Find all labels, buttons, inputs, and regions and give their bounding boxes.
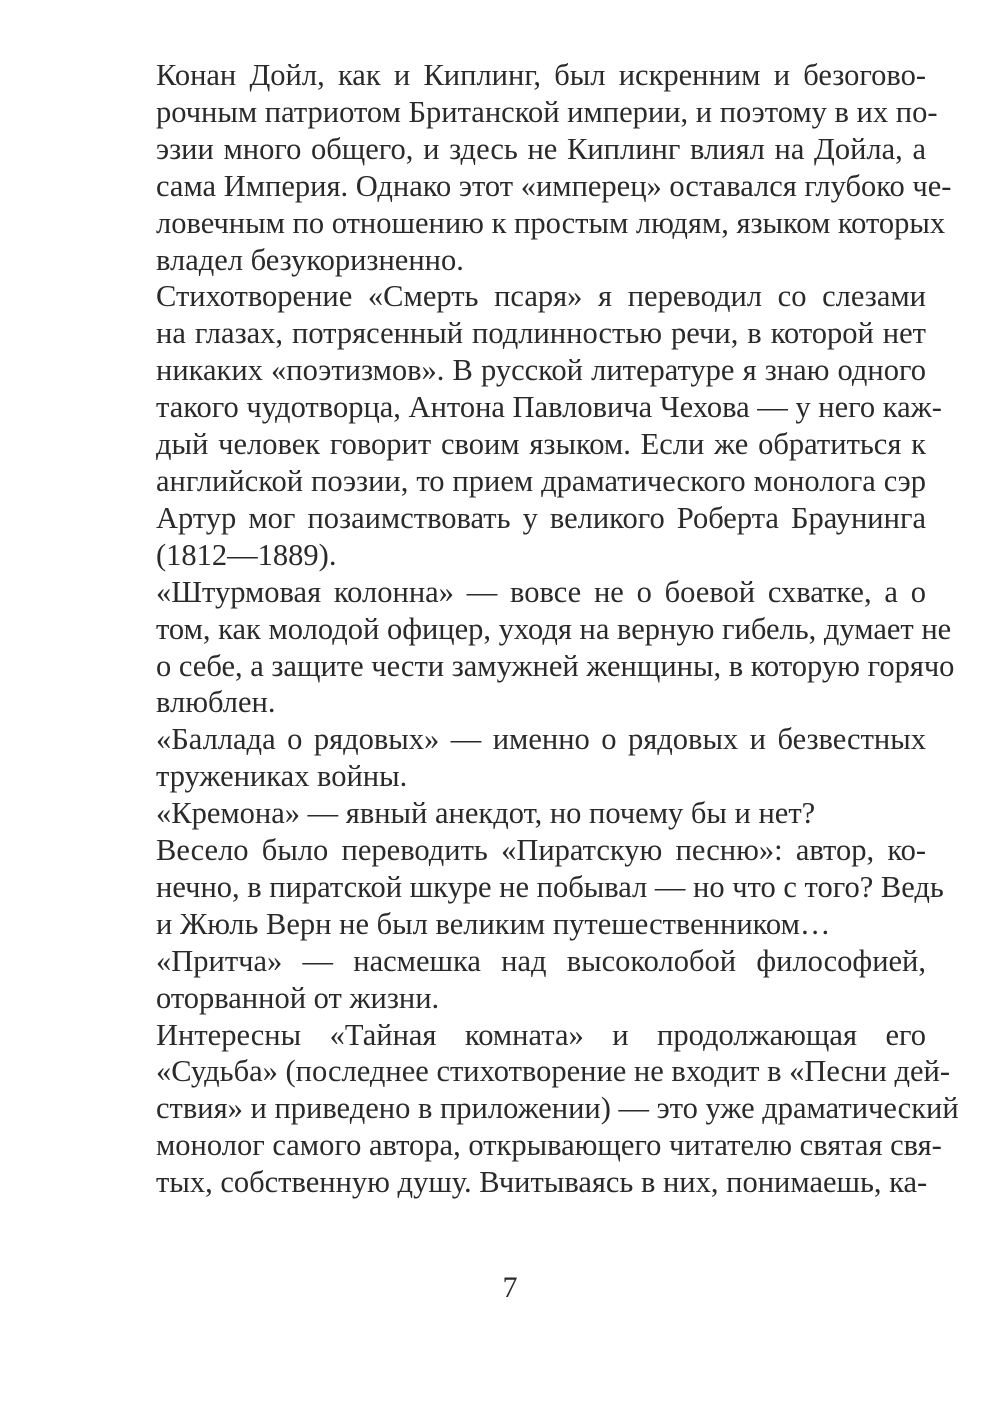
text-line: ствия» и приведено в приложении) — это уже драматический (156, 1091, 959, 1126)
paragraph-5 (116, 795, 926, 832)
paragraph-1 (116, 57, 952, 278)
text-line: владел безукоризненно. (156, 242, 464, 277)
paragraph-7 (116, 943, 926, 1017)
paragraph-4 (116, 721, 926, 795)
text-line: Артур мог позаимствовать у великого Роберта Браунинга (156, 500, 926, 535)
text-line: «Притча» — насмешка над высоколобой философией, (156, 943, 926, 978)
text-line: «Баллада о рядовых» — именно о рядовых и безвестных (156, 722, 926, 757)
paragraph-6 (116, 832, 944, 943)
text-line: английской поэзии, то прием драматического монолога сэр (156, 463, 926, 498)
body-text (116, 57, 959, 1201)
paragraph-3 (116, 574, 955, 722)
paragraph-2 (116, 278, 942, 573)
text-line: дый человек говорит своим языком. Если же обратиться к (156, 427, 926, 462)
text-line: «Судьба» (последнее стихотворение не входит в «Песни дей- (156, 1054, 951, 1089)
text-line: о себе, а защите чести замужней женщины, в которую горячо (156, 648, 955, 683)
text-line: Стихотворение «Смерть псаря» я переводил со слезами (156, 279, 926, 314)
text-line: и Жюль Верн не был великим путешественником… (156, 906, 831, 941)
text-line: ловечным по отношению к простым людям, языком которых (156, 205, 946, 240)
text-line: «Кремона» — явный анекдот, но почему бы и нет? (156, 796, 816, 831)
text-line: нечно, в пиратской шкуре не побывал — но что с того? Ведь (156, 869, 944, 904)
text-line: тружениках войны. (156, 759, 408, 794)
text-line: том, как молодой офицер, уходя на верную гибель, думает не (156, 611, 952, 646)
text-line: рочным патриотом Британской империи, и поэтому в их по- (156, 94, 938, 129)
text-line: никаких «поэтизмов». В русской литературе я знаю одного (156, 353, 926, 388)
text-line: тых, собственную душу. Вчитываясь в них, понимаешь, ка- (156, 1165, 928, 1200)
text-line: сама Империя. Однако этот «имперец» оставался глубоко че- (156, 168, 952, 203)
text-line: Интересны «Тайная комната» и продолжающая его (156, 1017, 926, 1052)
text-line: на глазах, потрясенный подлинностью речи, в которой нет (156, 316, 926, 351)
text-line: оторванной от жизни. (156, 980, 440, 1015)
text-line: (1812—1889). (156, 537, 337, 572)
text-line: влюблен. (156, 685, 276, 720)
paragraph-8 (116, 1017, 959, 1202)
page-number: 7 (502, 1271, 518, 1304)
text-line: монолог самого автора, открывающего читателю святая свя- (156, 1128, 942, 1163)
text-line: «Штурмовая колонна» — вовсе не о боевой схватке, а о (156, 574, 926, 609)
text-line: Весело было переводить «Пиратскую песню»: автор, ко- (156, 833, 926, 868)
text-line: такого чудотворца, Антона Павловича Чехова — у него каж- (156, 390, 942, 425)
text-line: Конан Дойл, как и Киплинг, был искренним и безогово- (156, 58, 926, 92)
text-line: эзии много общего, и здесь не Киплинг влиял на Дойла, а (156, 131, 926, 166)
